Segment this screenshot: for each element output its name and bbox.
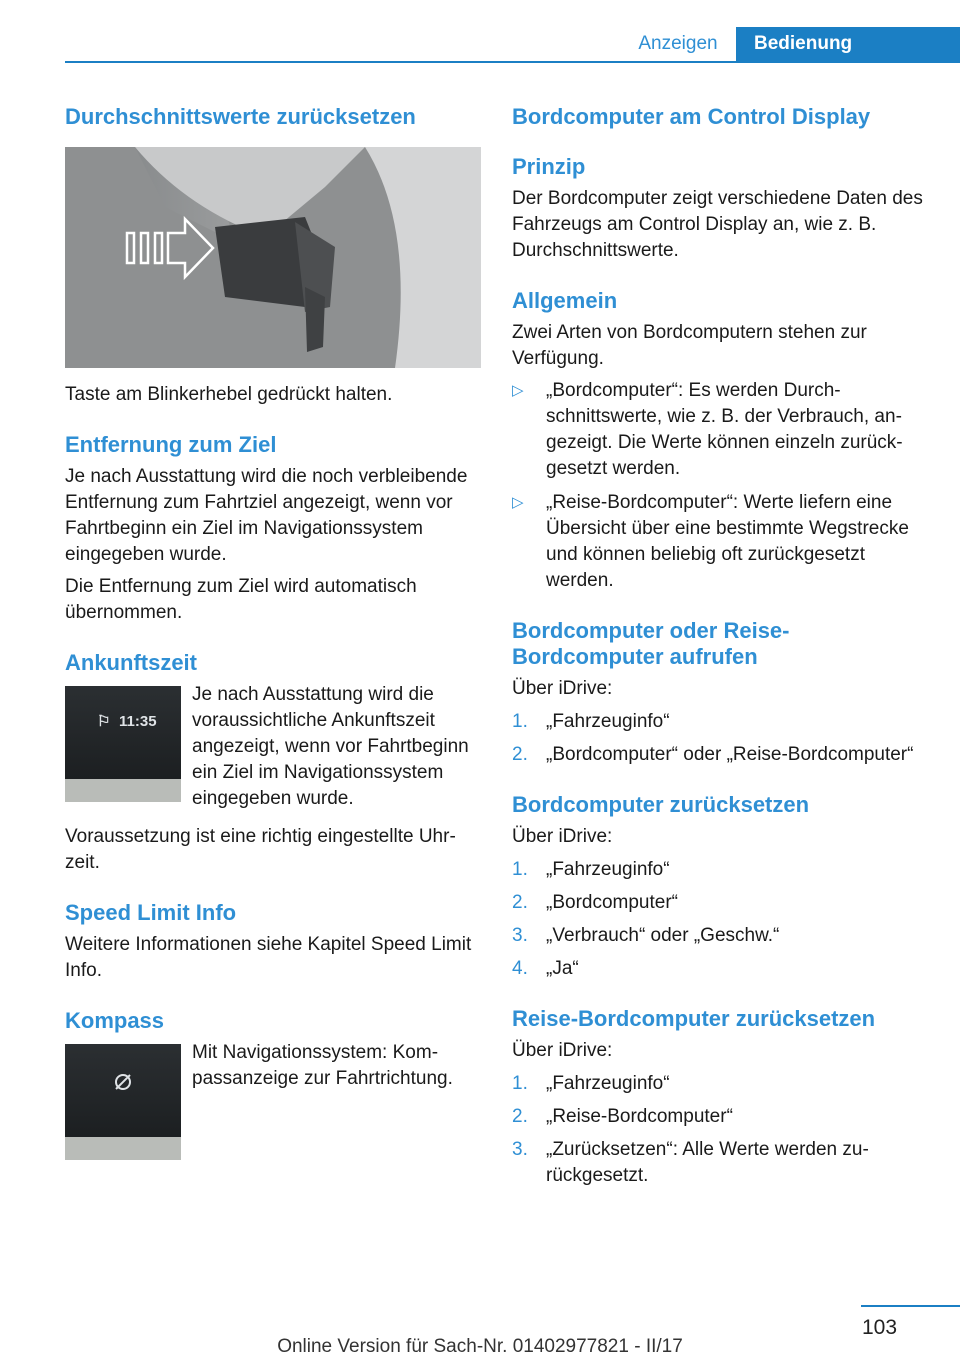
- heading-entfernung: Entfernung zum Ziel: [65, 432, 277, 457]
- compass-icon: [113, 1072, 133, 1092]
- right-column: [512, 100, 928, 1189]
- page-number-rule: [861, 1305, 960, 1307]
- ankunft-block: [65, 682, 481, 812]
- heading-bordcomputer: Bordcomputer am Control Display: [512, 104, 871, 129]
- heading-ankunftszeit: Ankunftszeit: [65, 650, 197, 675]
- flag-icon: ⚐: [97, 713, 111, 730]
- text-idrive-2: Über iDrive:: [512, 826, 613, 847]
- footer-version: Online Version für Sach-Nr. 01402977821 - II/17: [277, 1336, 683, 1357]
- text-speed-limit: Weitere Informationen siehe Kapitel Speed Limit Info.: [65, 934, 472, 981]
- triangle-bullet-icon: ▷: [512, 382, 524, 399]
- page-number: 103: [862, 1316, 898, 1339]
- tab-bedienung[interactable]: Bedienung: [736, 27, 960, 63]
- text-idrive-1: Über iDrive:: [512, 678, 613, 699]
- turn-signal-lever-image: [65, 147, 481, 368]
- list-item: 4. „Ja“: [512, 958, 579, 979]
- text-ankunftszeit: Je nach Ausstattung wird die voraussichtliche Ankunftszeit angezeigt, wenn vor Fahrtbeginn ein Ziel im Navigationssystem eingegeben wurde.: [192, 684, 469, 809]
- tab-anzeigen[interactable]: Anzeigen: [638, 33, 718, 54]
- heading-allgemein: Allgemein: [512, 288, 618, 313]
- zuruecksetzen-steps: [512, 857, 928, 982]
- list-item: 3. „Verbrauch“ oder „Geschw.“: [512, 925, 780, 946]
- text-entfernung-2: Die Entfernung zum Ziel wird automatisch übernommen.: [65, 576, 417, 623]
- bordcomputer-types-list: [512, 378, 928, 594]
- kompass-block: [65, 1040, 481, 1160]
- text-allgemein: Zwei Arten von Bordcomputern stehen zur Verfügung.: [512, 322, 867, 369]
- lever-illustration: [65, 147, 481, 368]
- text-entfernung-1: Je nach Ausstattung wird die noch verbleibende Entfernung zum Fahrtziel angezeigt, wenn vor Fahrtbeginn ein Ziel im Navigationssystem eingegeben wurde.: [65, 466, 468, 565]
- arrival-time-value: 11:35: [119, 713, 157, 730]
- list-item: 1. „Fahrzeuginfo“: [512, 859, 670, 880]
- list-item: ▷ „Reise-Bordcomputer“: Werte liefern eine Übersicht über eine bestimmte Wegstrecke und können beliebig oft zurückgesetzt werden.: [512, 492, 909, 591]
- list-item: ▷ „Bordcomputer“: Es werden Durchschnittswerte, wie z. B. der Verbrauch, angezeigt. Die Werte können einzeln zurückgesetzt werden.: [512, 380, 903, 479]
- heading-speed-limit: Speed Limit Info: [65, 900, 237, 925]
- list-item: 2. „Bordcomputer“: [512, 892, 678, 913]
- text-idrive-3: Über iDrive:: [512, 1040, 613, 1061]
- heading-kompass: Kompass: [65, 1008, 165, 1033]
- text-kompass: Mit Navigationssystem: Kompassanzeige zur Fahrtrichtung.: [192, 1042, 453, 1089]
- list-item: 2. „Bordcomputer“ oder „Reise-Bordcomputer“: [512, 744, 914, 765]
- text-ankunftszeit-2: Voraussetzung ist eine richtig eingestellte Uhrzeit.: [65, 826, 456, 873]
- text-prinzip: Der Bordcomputer zeigt verschiedene Daten des Fahrzeugs am Control Display an, wie z. B. Durchschnittswerte.: [512, 188, 923, 261]
- list-item: 1. „Fahrzeuginfo“: [512, 1073, 670, 1094]
- triangle-bullet-icon: ▷: [512, 494, 524, 511]
- arrival-time-display-image: [65, 686, 181, 802]
- list-item: 1. „Fahrzeuginfo“: [512, 711, 670, 732]
- heading-aufrufen: Bordcomputer oder Reise-Bordcomputer aufrufen: [512, 618, 790, 669]
- compass-display-image: [65, 1044, 181, 1160]
- list-item: 3. „Zurücksetzen“: Alle Werte werden zurückgesetzt.: [512, 1139, 869, 1186]
- aufrufen-steps: [512, 709, 928, 768]
- image-caption: Taste am Blinkerhebel gedrückt halten.: [65, 384, 393, 405]
- heading-durchschnittswerte: Durchschnittswerte zurücksetzen: [65, 104, 416, 129]
- heading-bordcomputer-zuruecksetzen: Bordcomputer zurücksetzen: [512, 792, 810, 817]
- heading-reise-zuruecksetzen: Reise-Bordcomputer zurücksetzen: [512, 1006, 876, 1031]
- heading-prinzip: Prinzip: [512, 154, 586, 179]
- reise-zuruecksetzen-steps: [512, 1071, 928, 1189]
- list-item: 2. „Reise-Bordcomputer“: [512, 1106, 733, 1127]
- left-column: [65, 100, 481, 1160]
